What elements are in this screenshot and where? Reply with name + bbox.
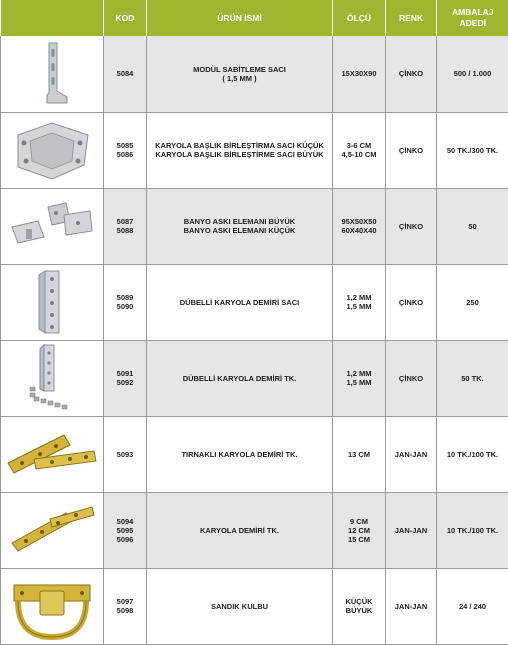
olcu-cell: 95X50X50 60X40X40 [333, 188, 386, 264]
renk-cell: ÇİNKO [386, 340, 437, 416]
ambalaj-cell: 10 TK./100 TK. [437, 492, 508, 568]
header-kod: KOD [104, 0, 147, 36]
table-row [1, 568, 508, 644]
name-cell: KARYOLA BAŞLIK BİRLEŞTİRMA SACI KÜÇÜK KARYOLA BAŞLIK BİRLEŞTİRME SACI BÜYÜK [147, 112, 333, 188]
header-renk: RENK [386, 0, 437, 36]
bath-hanger-icon [4, 191, 100, 261]
ambalaj-cell: 50 [437, 188, 508, 264]
kod-cell: 5091 5092 [104, 340, 147, 416]
kod-cell: 5097 5098 [104, 568, 147, 644]
renk-cell: JAN-JAN [386, 416, 437, 492]
renk-cell: ÇİNKO [386, 188, 437, 264]
renk-cell: JAN-JAN [386, 568, 437, 644]
ambalaj-cell: 250 [437, 264, 508, 340]
olcu-cell: KÜÇÜK BÜYÜK [333, 568, 386, 644]
olcu-cell: 1,2 MM 1,5 MM [333, 264, 386, 340]
kod-cell: 5094 5095 5096 [104, 492, 147, 568]
product-image [1, 340, 104, 416]
name-cell: TIRNAKLI KARYOLA DEMİRİ TK. [147, 416, 333, 492]
ambalaj-cell: 500 / 1.000 [437, 36, 508, 112]
name-cell: DÜBELLİ KARYOLA DEMİRİ SACI [147, 264, 333, 340]
table-header-row [1, 0, 508, 36]
bed-head-plate-icon [4, 115, 100, 185]
olcu-cell: 15X30X90 [333, 36, 386, 112]
claw-bed-iron-icon [4, 419, 100, 489]
product-image [1, 416, 104, 492]
olcu-cell: 1,2 MM 1,5 MM [333, 340, 386, 416]
header-image [1, 0, 104, 36]
bed-iron-icon [4, 495, 100, 565]
table-row [1, 416, 508, 492]
renk-cell: ÇİNKO [386, 264, 437, 340]
name-cell: MODÜL SABİTLEME SACI ( 1,5 MM ) [147, 36, 333, 112]
table-row [1, 492, 508, 568]
product-image [1, 36, 104, 112]
ambalaj-cell: 10 TK./100 TK. [437, 416, 508, 492]
name-cell: BANYO ASKI ELEMANI BÜYÜK BANYO ASKI ELEMANI KÜÇÜK [147, 188, 333, 264]
table-row [1, 112, 508, 188]
name-cell: KARYOLA DEMİRİ TK. [147, 492, 333, 568]
kod-cell: 5085 5086 [104, 112, 147, 188]
olcu-cell: 13 CM [333, 416, 386, 492]
ambalaj-cell: 50 TK./300 TK. [437, 112, 508, 188]
header-olcu: ÖLÇÜ [333, 0, 386, 36]
dowel-bracket-icon [27, 267, 77, 337]
product-image [1, 264, 104, 340]
chest-handle-icon [4, 571, 100, 641]
table-row [1, 188, 508, 264]
product-image [1, 112, 104, 188]
dowel-bracket-set-icon [22, 343, 82, 413]
product-image [1, 188, 104, 264]
table-row [1, 340, 508, 416]
kod-cell: 5087 5088 [104, 188, 147, 264]
ambalaj-cell: 24 / 240 [437, 568, 508, 644]
olcu-cell: 3-6 CM 4,5-10 CM [333, 112, 386, 188]
product-image [1, 568, 104, 644]
table-row [1, 264, 508, 340]
kod-cell: 5084 [104, 36, 147, 112]
olcu-cell: 9 CM 12 CM 15 CM [333, 492, 386, 568]
product-image [1, 492, 104, 568]
kod-cell: 5089 5090 [104, 264, 147, 340]
modul-plate-icon [27, 39, 77, 109]
kod-cell: 5093 [104, 416, 147, 492]
name-cell: DÜBELLİ KARYOLA DEMİRİ TK. [147, 340, 333, 416]
header-urun-ismi: ÜRÜN İSMİ [147, 0, 333, 36]
header-ambalaj: AMBALAJ ADEDİ [437, 0, 508, 36]
renk-cell: ÇİNKO [386, 112, 437, 188]
ambalaj-cell: 50 TK. [437, 340, 508, 416]
renk-cell: ÇİNKO [386, 36, 437, 112]
renk-cell: JAN-JAN [386, 492, 437, 568]
table-row [1, 36, 508, 112]
name-cell: SANDIK KULBU [147, 568, 333, 644]
